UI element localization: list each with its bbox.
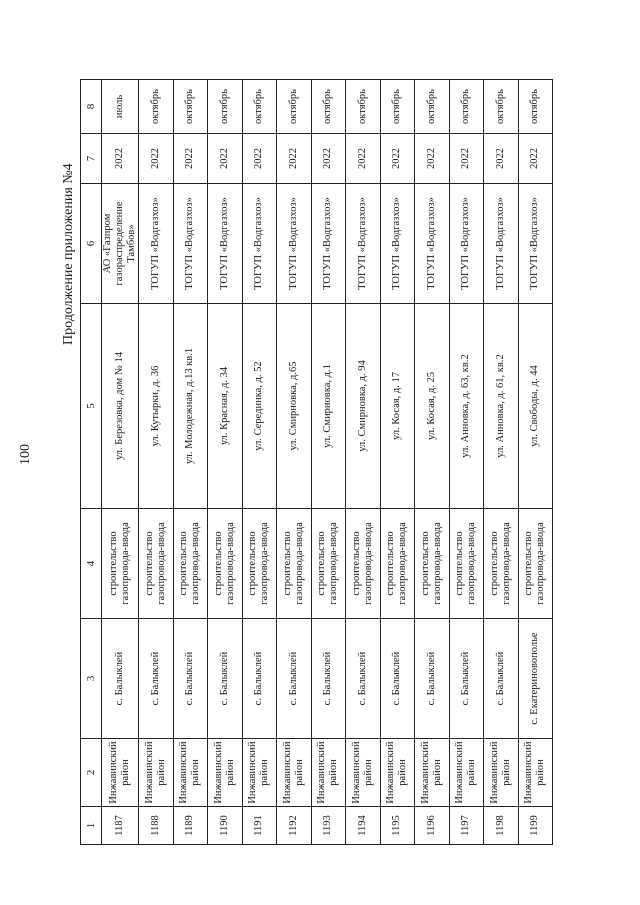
- district-cell: Инжавинский район: [242, 739, 277, 807]
- month-cell: октябрь: [449, 80, 484, 134]
- month-cell: октябрь: [208, 80, 243, 134]
- district-cell: Инжавинский район: [449, 739, 484, 807]
- year-cell: 2022: [208, 134, 243, 184]
- work-type-cell: строительство газопровода-ввода: [102, 509, 139, 619]
- work-type-cell: строительство газопровода-ввода: [242, 509, 277, 619]
- year-cell: 2022: [277, 134, 312, 184]
- district-cell: Инжавинский район: [139, 739, 174, 807]
- row-number-cell: 1198: [484, 807, 519, 845]
- table-row: [208, 80, 243, 845]
- row-number-cell: 1190: [208, 807, 243, 845]
- year-cell: 2022: [311, 134, 346, 184]
- table-row: [449, 80, 484, 845]
- year-cell: 2022: [173, 134, 208, 184]
- address-cell: ул. Красная, д. 34: [208, 304, 243, 509]
- organization-cell: ТОГУП «Водгазхоз»: [208, 184, 243, 304]
- work-type-cell: строительство газопровода-ввода: [415, 509, 450, 619]
- work-type-cell: строительство газопровода-ввода: [449, 509, 484, 619]
- settlement-cell: с. Балыклей: [449, 619, 484, 739]
- address-cell: ул. Косая, д. 17: [380, 304, 415, 509]
- year-cell: 2022: [518, 134, 553, 184]
- year-cell: 2022: [380, 134, 415, 184]
- address-cell: ул. Смирновка, д. 94: [346, 304, 381, 509]
- organization-cell: ТОГУП «Водгазхоз»: [277, 184, 312, 304]
- row-number-cell: 1195: [380, 807, 415, 845]
- column-header: 6: [81, 184, 102, 304]
- address-cell: ул. Смирновка, д.65: [277, 304, 312, 509]
- organization-cell: ТОГУП «Водгазхоз»: [311, 184, 346, 304]
- year-cell: 2022: [346, 134, 381, 184]
- settlement-cell: с. Балыклей: [173, 619, 208, 739]
- settlement-cell: с. Балыклей: [415, 619, 450, 739]
- settlement-cell: с. Балыклей: [139, 619, 174, 739]
- table-row: [139, 80, 174, 845]
- table-row: [277, 80, 312, 845]
- table-row: [518, 80, 553, 845]
- organization-cell: ТОГУП «Водгазхоз»: [173, 184, 208, 304]
- column-header: 2: [81, 739, 102, 807]
- month-cell: октябрь: [173, 80, 208, 134]
- organization-cell: ТОГУП «Водгазхоз»: [484, 184, 519, 304]
- organization-cell: ТОГУП «Водгазхоз»: [242, 184, 277, 304]
- table-body: [102, 80, 553, 845]
- district-cell: Инжавинский район: [518, 739, 553, 807]
- column-header: 4: [81, 509, 102, 619]
- settlement-cell: с. Балыклей: [346, 619, 381, 739]
- column-header: 7: [81, 134, 102, 184]
- work-type-cell: строительство газопровода-ввода: [380, 509, 415, 619]
- organization-cell: АО «Газпром газораспределение Тамбов»: [102, 184, 139, 304]
- row-number-cell: 1189: [173, 807, 208, 845]
- table-row: [311, 80, 346, 845]
- column-header: 3: [81, 619, 102, 739]
- district-cell: Инжавинский район: [102, 739, 139, 807]
- address-cell: ул. Анновка, д. 63, кв.2: [449, 304, 484, 509]
- district-cell: Инжавинский район: [173, 739, 208, 807]
- month-cell: октябрь: [518, 80, 553, 134]
- month-cell: октябрь: [415, 80, 450, 134]
- column-header: 1: [81, 807, 102, 845]
- month-cell: октябрь: [380, 80, 415, 134]
- month-cell: октябрь: [346, 80, 381, 134]
- month-cell: июль: [102, 80, 139, 134]
- year-cell: 2022: [484, 134, 519, 184]
- settlement-cell: с. Балыклей: [311, 619, 346, 739]
- settlement-cell: с. Балыклей: [380, 619, 415, 739]
- settlement-cell: с. Екатериновопольe: [518, 619, 553, 739]
- work-type-cell: строительство газопровода-ввода: [518, 509, 553, 619]
- month-cell: октябрь: [139, 80, 174, 134]
- month-cell: октябрь: [242, 80, 277, 134]
- row-number-cell: 1188: [139, 807, 174, 845]
- month-cell: октябрь: [311, 80, 346, 134]
- table-row: [415, 80, 450, 845]
- table-row: [102, 80, 139, 845]
- organization-cell: ТОГУП «Водгазхоз»: [449, 184, 484, 304]
- district-cell: Инжавинский район: [311, 739, 346, 807]
- month-cell: октябрь: [277, 80, 312, 134]
- page-number: 100: [18, 444, 33, 465]
- table-row: [380, 80, 415, 845]
- work-type-cell: строительство газопровода-ввода: [208, 509, 243, 619]
- district-cell: Инжавинский район: [208, 739, 243, 807]
- table-row: [242, 80, 277, 845]
- settlement-cell: с. Балыклей: [277, 619, 312, 739]
- address-cell: ул. Кутырки, д. 36: [139, 304, 174, 509]
- table-row: [173, 80, 208, 845]
- address-cell: ул. Свободы, д. 44: [518, 304, 553, 509]
- column-header: 5: [81, 304, 102, 509]
- appendix-title: Продолжение приложения №4: [61, 163, 76, 345]
- gas-connection-table: [80, 79, 553, 845]
- year-cell: 2022: [415, 134, 450, 184]
- district-cell: Инжавинский район: [415, 739, 450, 807]
- address-cell: ул. Косая, д. 25: [415, 304, 450, 509]
- column-header: 8: [81, 80, 102, 134]
- row-number-cell: 1192: [277, 807, 312, 845]
- district-cell: Инжавинский район: [346, 739, 381, 807]
- month-cell: октябрь: [484, 80, 519, 134]
- table-row: [484, 80, 519, 845]
- work-type-cell: строительство газопровода-ввода: [173, 509, 208, 619]
- row-number-cell: 1196: [415, 807, 450, 845]
- year-cell: 2022: [102, 134, 139, 184]
- address-cell: ул. Молодежная, д.13 кв.1: [173, 304, 208, 509]
- district-cell: Инжавинский район: [484, 739, 519, 807]
- row-number-cell: 1187: [102, 807, 139, 845]
- organization-cell: ТОГУП «Водгазхоз»: [346, 184, 381, 304]
- organization-cell: ТОГУП «Водгазхоз»: [415, 184, 450, 304]
- year-cell: 2022: [449, 134, 484, 184]
- settlement-cell: с. Балыклей: [484, 619, 519, 739]
- address-cell: ул. Серединка, д. 52: [242, 304, 277, 509]
- settlement-cell: с. Балыклей: [102, 619, 139, 739]
- settlement-cell: с. Балыклей: [242, 619, 277, 739]
- work-type-cell: строительство газопровода-ввода: [277, 509, 312, 619]
- work-type-cell: строительство газопровода-ввода: [484, 509, 519, 619]
- organization-cell: ТОГУП «Водгазхоз»: [139, 184, 174, 304]
- organization-cell: ТОГУП «Водгазхоз»: [380, 184, 415, 304]
- address-cell: ул. Анновка, д. 61, кв.2: [484, 304, 519, 509]
- row-number-cell: 1194: [346, 807, 381, 845]
- row-number-cell: 1199: [518, 807, 553, 845]
- row-number-cell: 1197: [449, 807, 484, 845]
- year-cell: 2022: [242, 134, 277, 184]
- table-row: [346, 80, 381, 845]
- district-cell: Инжавинский район: [380, 739, 415, 807]
- work-type-cell: строительство газопровода-ввода: [311, 509, 346, 619]
- column-number-row: [81, 80, 102, 845]
- address-cell: ул. Березовка, дом № 14: [102, 304, 139, 509]
- organization-cell: ТОГУП «Водгазхоз»: [518, 184, 553, 304]
- district-cell: Инжавинский район: [277, 739, 312, 807]
- row-number-cell: 1191: [242, 807, 277, 845]
- work-type-cell: строительство газопровода-ввода: [346, 509, 381, 619]
- address-cell: ул. Смирновка, д.1: [311, 304, 346, 509]
- year-cell: 2022: [139, 134, 174, 184]
- work-type-cell: строительство газопровода-ввода: [139, 509, 174, 619]
- row-number-cell: 1193: [311, 807, 346, 845]
- settlement-cell: с. Балыклей: [208, 619, 243, 739]
